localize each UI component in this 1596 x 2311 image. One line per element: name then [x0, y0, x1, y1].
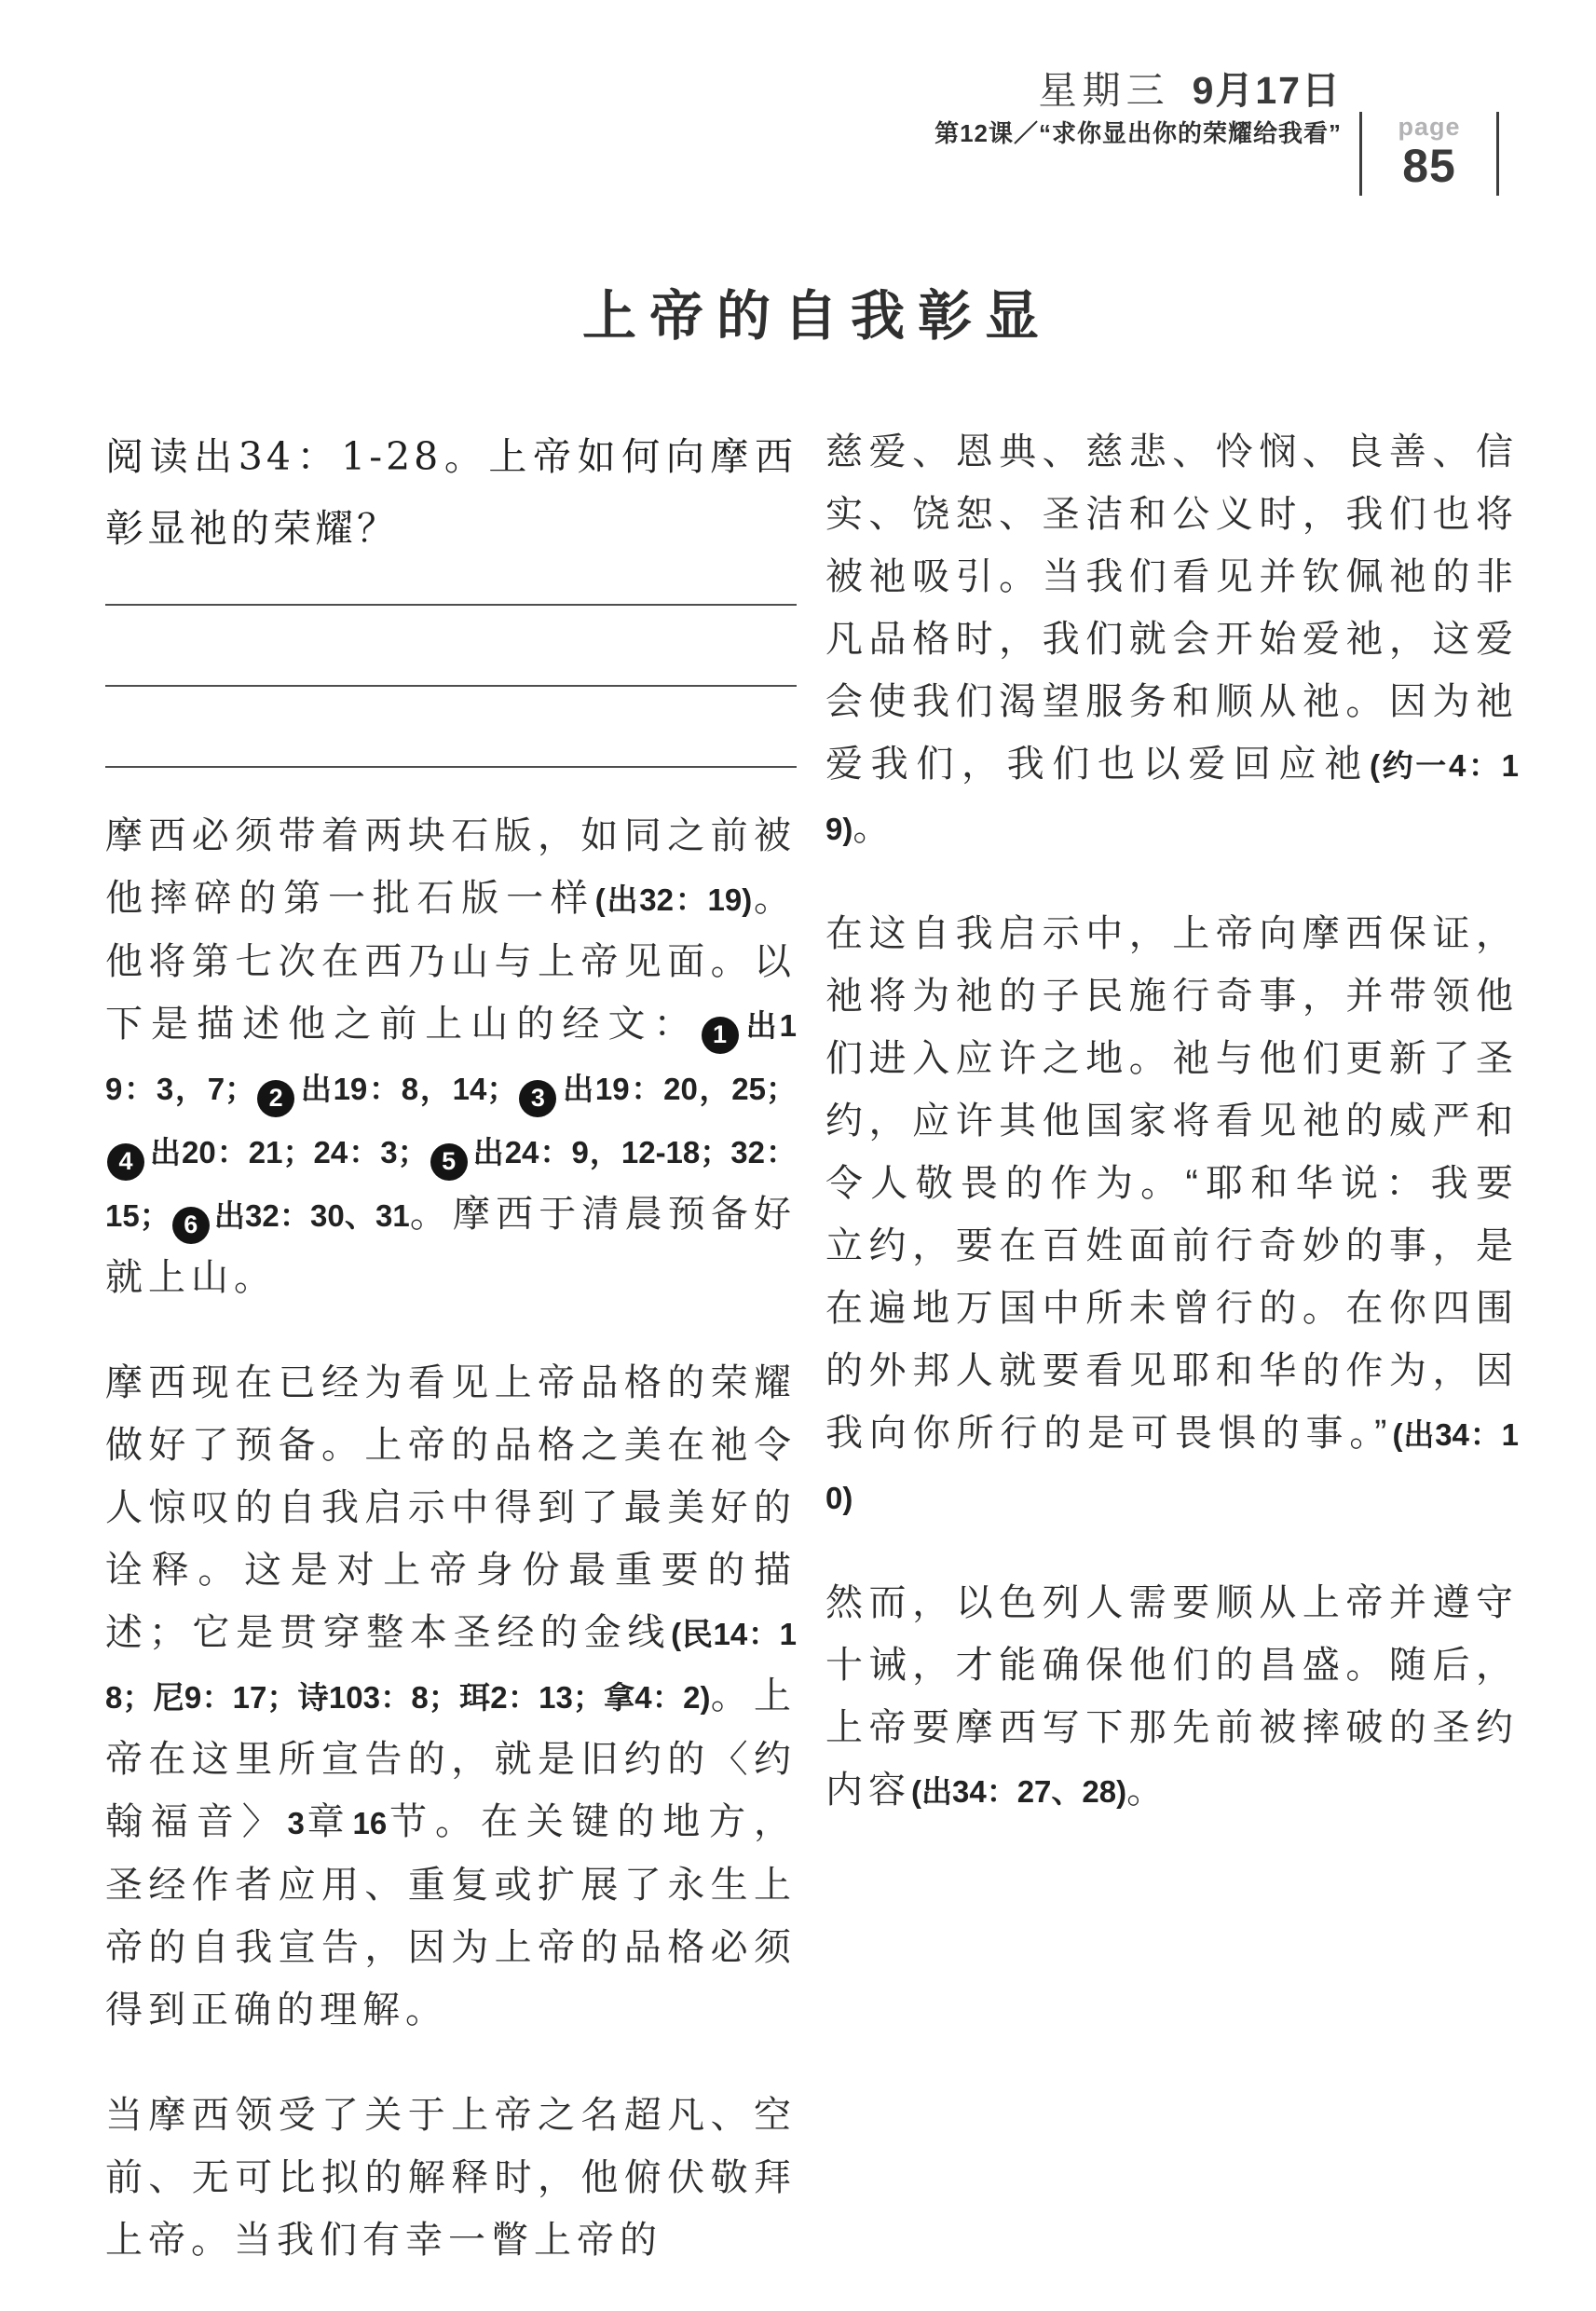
- paragraph: [825, 1572, 1519, 1823]
- body-text: 节。在关键的地方，圣经作者应用、重复或扩展了永生上帝的自我宣告，因为上帝的品格必须得到正确的理解。: [105, 1801, 798, 2031]
- paragraph: [825, 421, 1519, 860]
- circled-number: 2: [257, 1080, 294, 1117]
- page-number-inner: [1362, 114, 1496, 190]
- circled-number: 5: [430, 1143, 468, 1181]
- answer-line: [105, 565, 797, 606]
- left-column: [105, 421, 797, 2272]
- circled-number: 4: [107, 1143, 144, 1181]
- body-text: 章: [304, 1801, 353, 1842]
- paragraph: [825, 903, 1519, 1529]
- paragraph: [105, 805, 797, 1309]
- scripture-reference: 出19：20，25；: [561, 1072, 798, 1106]
- body-text: 摩西现在已经为看见上帝品格的荣耀做好了预备。上帝的品格之美在祂令人惊叹的自我启示中得到了最美好的诠释。这是对上帝身份最重要的描述；它是贯穿整本圣经的金线: [105, 1362, 797, 1653]
- answer-lines: [105, 565, 797, 768]
- scripture-reference: (出32：19): [594, 882, 753, 917]
- body-text: 。他将第七次在西乃山与上帝见面。以下是描述他之前上山的经文：: [105, 878, 798, 1045]
- weekday-label: 星期三: [1038, 69, 1170, 112]
- scripture-reference: 16: [352, 1806, 388, 1840]
- left-column-paragraphs: [105, 805, 797, 2272]
- answer-line: [105, 606, 797, 687]
- page-number-block: [1359, 112, 1499, 196]
- scripture-reference: 3: [287, 1806, 305, 1840]
- body-text: 然而，以色列人需要顺从上帝并遵守十诫，才能确保他们的昌盛。随后，上帝要摩西写下那先前被摔破的圣约内容: [825, 1582, 1519, 1811]
- page-label: page: [1398, 113, 1461, 141]
- body-text: 。摩西于清晨预备好就上山。: [105, 1194, 797, 1298]
- body-text: 慈爱、恩典、慈悲、怜悯、良善、信实、饶恕、圣洁和公义时，我们也将被祂吸引。当我们看见并钦佩祂的非凡品格时，我们就会开始爱祂，这爱会使我们渴望服务和顺从祂。因为祂爱我们，我们也以爱回应祂: [825, 431, 1519, 785]
- scripture-reference: (民14：18；尼9：17；诗103：8；珥2：13；拿4：2): [105, 1617, 797, 1715]
- circled-number: 3: [519, 1080, 556, 1117]
- scripture-reference: (出34：27、28): [911, 1774, 1127, 1809]
- body-text: 在这自我启示中，上帝向摩西保证，祂将为祂的子民施行奇事，并带领他们进入应许之地。祂与他们更新了圣约，应许其他国家将看见祂的威严和令人敬畏的作为。“耶和华说：我要立约，要在百姓面前行奇妙的事，是在遍地万国中所未曾行的。在你四围的外邦人就要看见耶和华的作为，因我向你所行的是可畏惧的事。”: [825, 913, 1519, 1454]
- right-column-paragraphs: [825, 421, 1519, 1823]
- circled-number: 1: [702, 1017, 739, 1054]
- body-text: 。: [853, 807, 896, 848]
- article-title: 上帝的自我彰显: [581, 284, 1052, 348]
- paragraph: [105, 1352, 797, 2042]
- scripture-reference: (出34：10): [825, 1417, 1519, 1515]
- study-question: 阅读出34：1-28。上帝如何向摩西彰显祂的荣耀？: [105, 434, 797, 551]
- scripture-reference: 出19：3，7；: [105, 1008, 798, 1106]
- scripture-reference: 出19：8，14；: [299, 1072, 518, 1106]
- answer-line: [105, 687, 797, 768]
- body-text: 。: [1126, 1770, 1170, 1811]
- body-text: 摩西必须带着两块石版，如同之前被他摔碎的第一批石版一样: [105, 815, 797, 919]
- body-text: 当摩西领受了关于上帝之名超凡、空前、无可比拟的解释时，他俯伏敬拜上帝。当我们有幸一瞥上帝的: [105, 2095, 797, 2261]
- right-column: [825, 421, 1519, 1823]
- page-number-right-rule: [1496, 112, 1499, 196]
- header-text-block: [934, 69, 1342, 148]
- scripture-reference: (约一4：19): [825, 748, 1520, 846]
- scripture-reference: 出32：30、31: [213, 1198, 410, 1233]
- date-label: 9月17日: [1192, 69, 1342, 112]
- circled-number: 6: [172, 1207, 210, 1244]
- header-date-line: [934, 69, 1342, 112]
- scripture-reference: 出24：9，12-18；32：15；: [105, 1135, 797, 1233]
- paragraph: [105, 2085, 797, 2272]
- page-number: 85: [1402, 140, 1456, 192]
- body-text: 。上帝在这里所宣告的，就是旧约的〈约翰福音〉: [105, 1675, 797, 1842]
- lesson-title-line: 第12课／“求你显出你的荣耀给我看”: [934, 119, 1342, 147]
- scripture-reference: 出20：21；24：3；: [149, 1135, 429, 1169]
